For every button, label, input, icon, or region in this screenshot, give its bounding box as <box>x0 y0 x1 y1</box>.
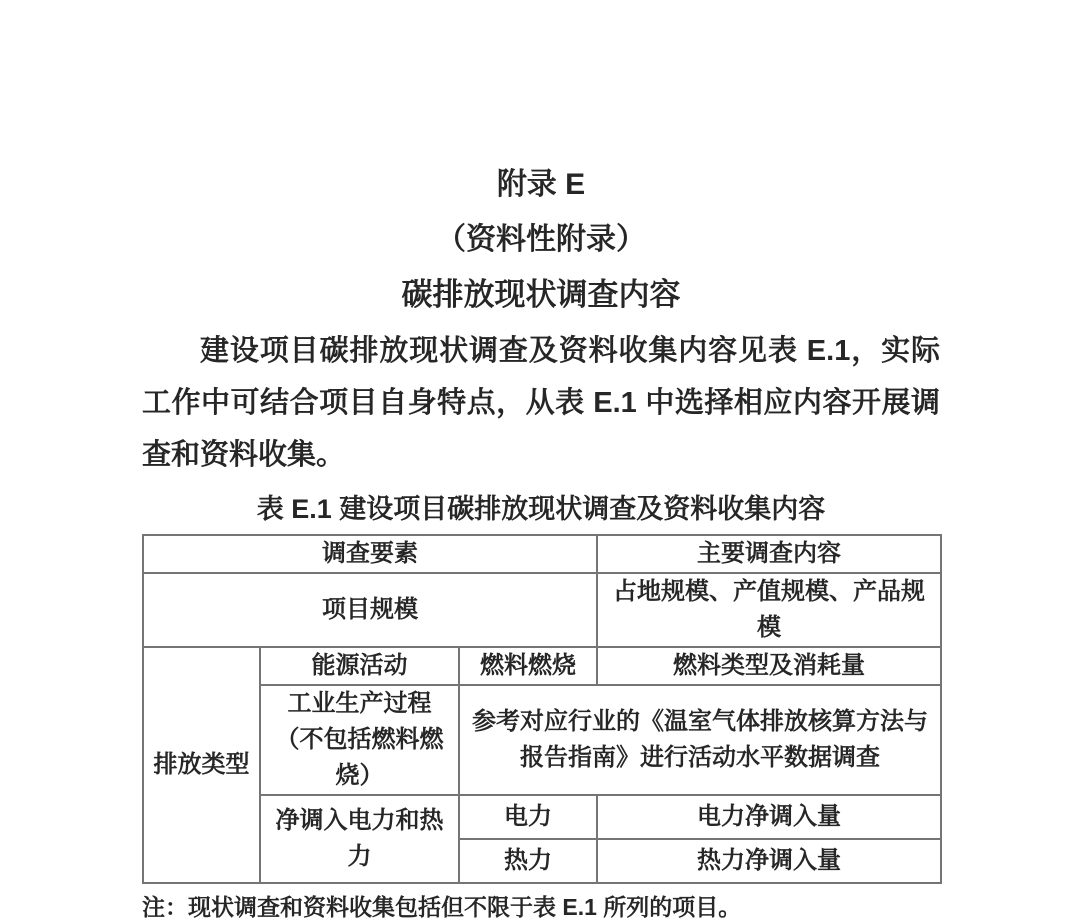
cell-industrial-process-label: 工业生产过程（不包括燃料燃烧） <box>260 685 459 795</box>
document-page <box>142 0 940 922</box>
table-row-electricity <box>143 795 941 839</box>
table-note: 注：现状调查和资料收集包括但不限于表 E.1 所列的项目。 <box>142 894 742 920</box>
cell-net-import-label: 净调入电力和热力 <box>260 795 459 883</box>
table-title: 表 E.1 建设项目碳排放现状调查及资料收集内容 <box>256 494 826 524</box>
appendix-type-heading: （资料性附录） <box>436 223 646 256</box>
cell-heat-content: 热力净调入量 <box>597 839 941 883</box>
cell-emission-type-label: 排放类型 <box>143 647 260 883</box>
cell-energy-activity-label: 能源活动 <box>260 647 459 685</box>
cell-electricity-content: 电力净调入量 <box>597 795 941 839</box>
appendix-heading: 附录 E <box>496 168 586 201</box>
table-row-industrial-process <box>143 685 941 795</box>
cell-fuel-combustion-content: 燃料类型及消耗量 <box>597 647 941 685</box>
cell-project-scale-content: 占地规模、产值规模、产品规模 <box>597 573 941 647</box>
cell-electricity-label: 电力 <box>459 795 597 839</box>
cell-fuel-combustion-label: 燃料燃烧 <box>459 647 597 685</box>
cell-heat-label: 热力 <box>459 839 597 883</box>
table-header-row <box>143 535 941 573</box>
header-cell-main-content: 主要调查内容 <box>597 535 941 573</box>
appendix-title-heading: 碳排放现状调查内容 <box>401 277 681 312</box>
intro-paragraph: 建设项目碳排放现状调查及资料收集内容见表 E.1，实际工作中可结合项目自身特点，从表 E.1 中选择相应内容开展调查和资料收集。 <box>142 335 940 471</box>
cell-project-scale-label: 项目规模 <box>143 573 597 647</box>
table-row-energy-activity <box>143 647 941 685</box>
survey-content-table <box>142 534 942 884</box>
table-row-project-scale <box>143 573 941 647</box>
header-cell-survey-elements: 调查要素 <box>143 535 597 573</box>
cell-industrial-process-content: 参考对应行业的《温室气体排放核算方法与报告指南》进行活动水平数据调查 <box>459 685 941 795</box>
